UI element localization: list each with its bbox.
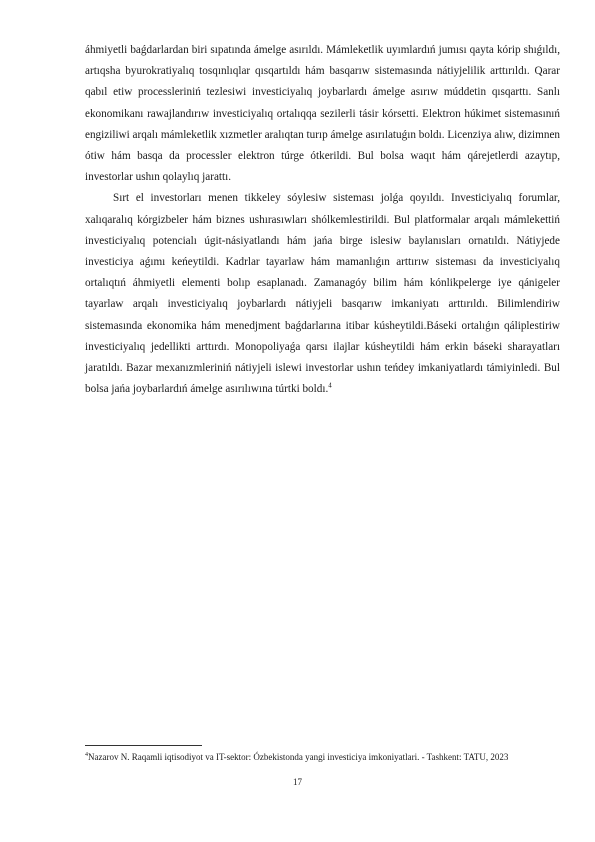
footnote-separator <box>85 745 202 746</box>
paragraph-1-text: áhmiyetli baǵdarlardan biri sıpatında ámelge asırıldı. Mámleketlik uyımlardıń jumısı qayta kórip shıǵıldı, artıqsha byurokratiyalıq tosqınlıqlar qısqartıldı hám basqarıw sistemasında nátiyjelilik arttırıldı. Qarar qabıl etiw processleriniń tezlesiwi investiciyalıq joybarlardı ámelge asırıw múddetin qısqarttı. Sanlı ekonomikanı rawajlandırıw investiciyalıq ortalıqqa sezilerli tásir kórsetti. Elektron húkimet sistemasınıń engiziliwi arqalı mámleketlik xızmetler aralıqtan turıp ámelge asırılatuǵın boldı. Licenziya alıw, dizimnen ótiw hám basqa da processler elektron túrge ótkerildi. Bul bolsa waqıt hám qárejetlerdi azaytıp, investorlar ushın qolaylıq jarattı. <box>85 44 560 184</box>
footnote <box>85 751 560 763</box>
footnote-text: Nazarov N. Raqamli iqtisodiyot va IT-sektor: Ózbekistonda yangi investiciya imkoniyatlari. - Tashkent: TATU, 2023 <box>88 752 509 762</box>
footnote-number: 4 <box>85 752 88 758</box>
body-paragraph-2 <box>85 188 560 400</box>
page-body <box>85 40 560 400</box>
paragraph-2-text: Sırt el investorları menen tikkeley sóylesiw sisteması jolǵa qoyıldı. Investiciyalıq forumlar, xalıqaralıq kórgizbeler hám biznes ushırasıwları shólkemlestirildi. Bul platformalar arqalı mámlekettiń investiciyalıq potencialı úgit-násiyatlandı hám jańa birge islesiw baylanısları ornatıldı. Nátiyjede investiciya aǵımı keńeytildi. Kadrlar tayarlaw hám mamanlıǵın arttırıw sisteması da investiciyalıq ortalıqtıń áhmiyetli elementi bolıp esaplanadı. Zamanagóy bilim hám kónlikpelerge iye qánigeler tayarlaw arqalı investiciyalıq joybarlardı nátiyjeli basqarıw imkaniyatı arttırıldı. Bilimlendiriw sistemasında ekonomika hám menedjment baǵdarlarına itibar kúsheytildi.Báseki ortalıǵın qáliplestiriw investiciyalıq jedellikti arttırdı. Monopoliyaǵa qarsı ilajlar kúsheytildi hám erkin báseki sharayatları jaratıldı. Bazar mexanızmleriniń nátiyjeli islewi investorlar ushın teńdey imkaniyatlardı támiyinledi. Bul bolsa jańa joybarlardıń ámelge asırılıwına túrtki boldı. <box>85 192 560 396</box>
footnote-reference[interactable]: 4 <box>328 381 332 390</box>
page-number: 17 <box>293 777 302 787</box>
body-paragraph-1 <box>85 40 560 188</box>
